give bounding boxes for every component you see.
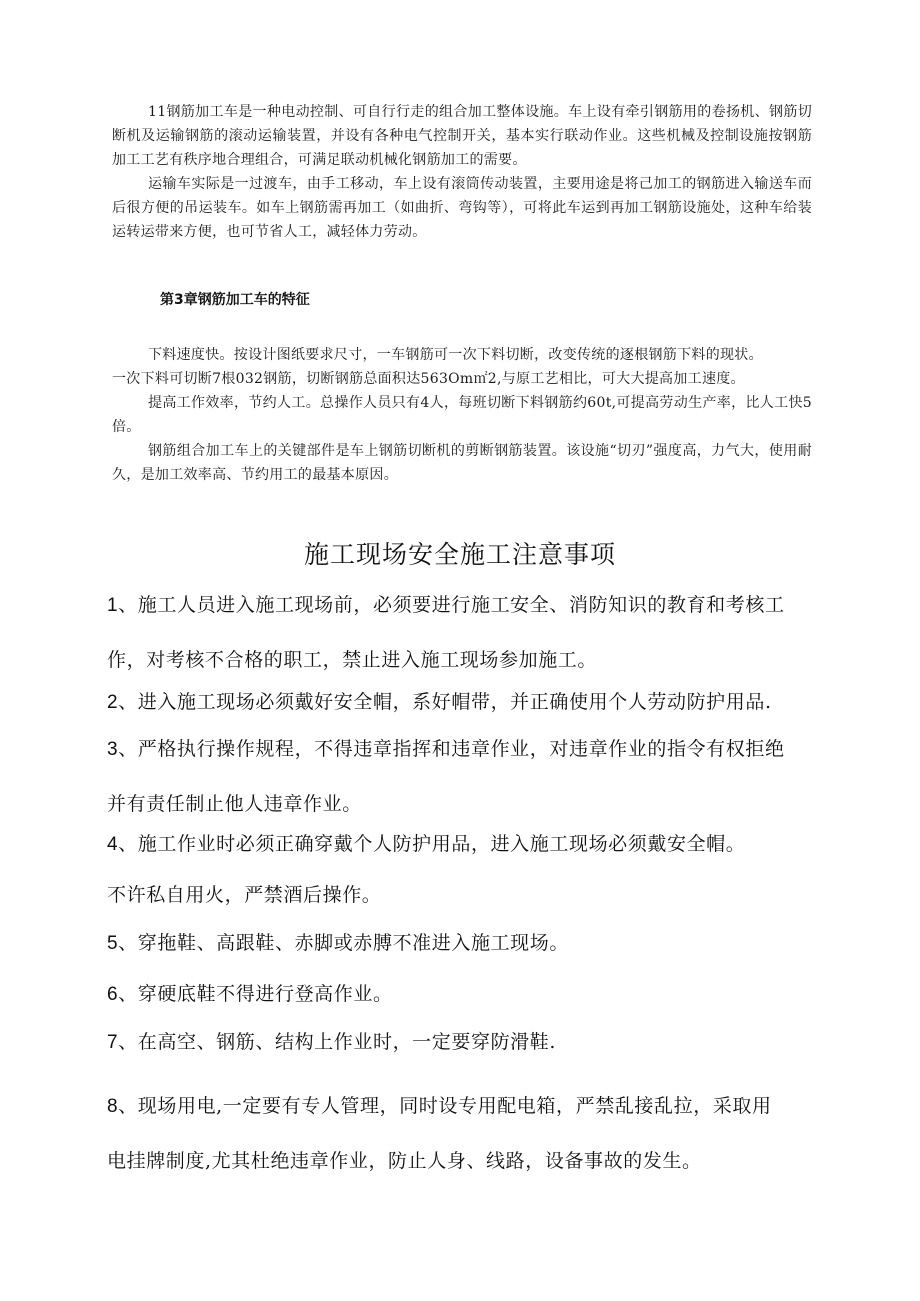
rule-text: 、施工人员进入施工现场前，必须要进行施工安全、消防知识的教育和考核工 — [118, 594, 785, 616]
rule-text-continued: 电挂牌制度,尤其杜绝违章作业，防止人身、线路，设备事故的发生。 — [107, 1150, 702, 1172]
rule-text: 、现场用电,一定要有专人管理，同时设专用配电箱，严禁乱接乱拉，采取用 — [118, 1095, 772, 1117]
features-section — [112, 343, 812, 487]
rule-number: 4 — [107, 834, 119, 855]
rule-number: 7 — [107, 1032, 119, 1053]
rule-number: 8 — [107, 1096, 119, 1117]
rule-number: 2 — [107, 692, 119, 713]
rule-number: 5 — [107, 933, 119, 954]
safety-title: 施工现场安全施工注意事项 — [303, 540, 616, 569]
rule-text-continued: 并有责任制止他人违章作业。 — [107, 793, 362, 815]
rule-text: 、严格执行操作规程，不得违章指挥和违章作业，对违章作业的指令有权拒绝 — [118, 738, 785, 760]
safety-rule-5 — [107, 916, 827, 971]
intro-paragraph-1: 11钢筋加工车是一种电动控制、可自行行走的组合加工整体设施。车上设有牵引钢筋用的卷扬机、钢筋切断机及运输钢筋的滚动运输装置，并设有各种电气控制开关，基本实行联动作业。这些机械及控制设施按钢筋加工工艺有秩序地合理组合，可满足联动机械化钢筋加工的需要。 — [112, 104, 812, 168]
rule-text: 、穿硬底鞋不得进行登高作业。 — [118, 983, 393, 1005]
safety-rule-3 — [107, 722, 827, 831]
feature-paragraph-2: 一次下料可切断7根032钢筋，切断钢筋总面积达563Om㎡2,与原工艺相比，可大大提高加工速度。 — [112, 371, 745, 387]
rule-text-continued: 不许私自用火，严禁酒后操作。 — [107, 884, 382, 906]
safety-rule-7 — [107, 1015, 827, 1070]
safety-rule-8 — [107, 1079, 827, 1188]
safety-rule-1 — [107, 578, 827, 687]
intro-paragraph-2: 运输车实际是一过渡车，由手工移动，车上设有滚筒传动装置，主要用途是将己加工的钢筋进入输送车而后很方便的吊运装车。如车上钢筋需再加工（如曲折、弯钩等），可将此车运到再加工钢筋设施处，这种车给装运转运带来方便，也可节省人工，减轻体力劳动。 — [112, 176, 812, 240]
safety-rule-6 — [107, 967, 827, 1022]
rule-text: 、施工作业时必须正确穿戴个人防护用品，进入施工现场必须戴安全帽。 — [118, 833, 746, 855]
rule-number: 6 — [107, 984, 119, 1005]
rule-text: 、穿拖鞋、高跟鞋、赤脚或赤膊不准进入施工现场。 — [118, 932, 569, 954]
feature-paragraph-1: 下料速度快。按设计图纸要求尺寸，一车钢筋可一次下料切断，改变传统的逐根钢筋下料的现状。 — [148, 347, 763, 363]
intro-section — [112, 100, 812, 244]
rule-text: 、在高空、钢筋、结构上作业时，一定要穿防滑鞋. — [118, 1031, 557, 1053]
feature-paragraph-4: 钢筋组合加工车上的关键部件是车上钢筋切断机的剪断钢筋装置。该设施“切刃”强度高，力气大，使用耐久，是加工效率高、节约用工的最基本原因。 — [112, 443, 812, 483]
rule-text: 、进入施工现场必须戴好安全帽，系好帽带，并正确使用个人劳动防护用品. — [118, 691, 772, 713]
rule-number: 1 — [107, 595, 119, 616]
rule-number: 3 — [107, 739, 119, 760]
feature-paragraph-3: 提高工作效率，节约人工。总操作人员只有4人，每班切断下料钢筋约60t,可提高劳动生产率，比人工快5倍。 — [112, 395, 812, 435]
rule-text-continued: 作，对考核不合格的职工，禁止进入施工现场参加施工。 — [107, 649, 598, 671]
safety-rule-4 — [107, 819, 827, 920]
chapter-heading: 第3章钢筋加工车的特征 — [160, 292, 310, 308]
